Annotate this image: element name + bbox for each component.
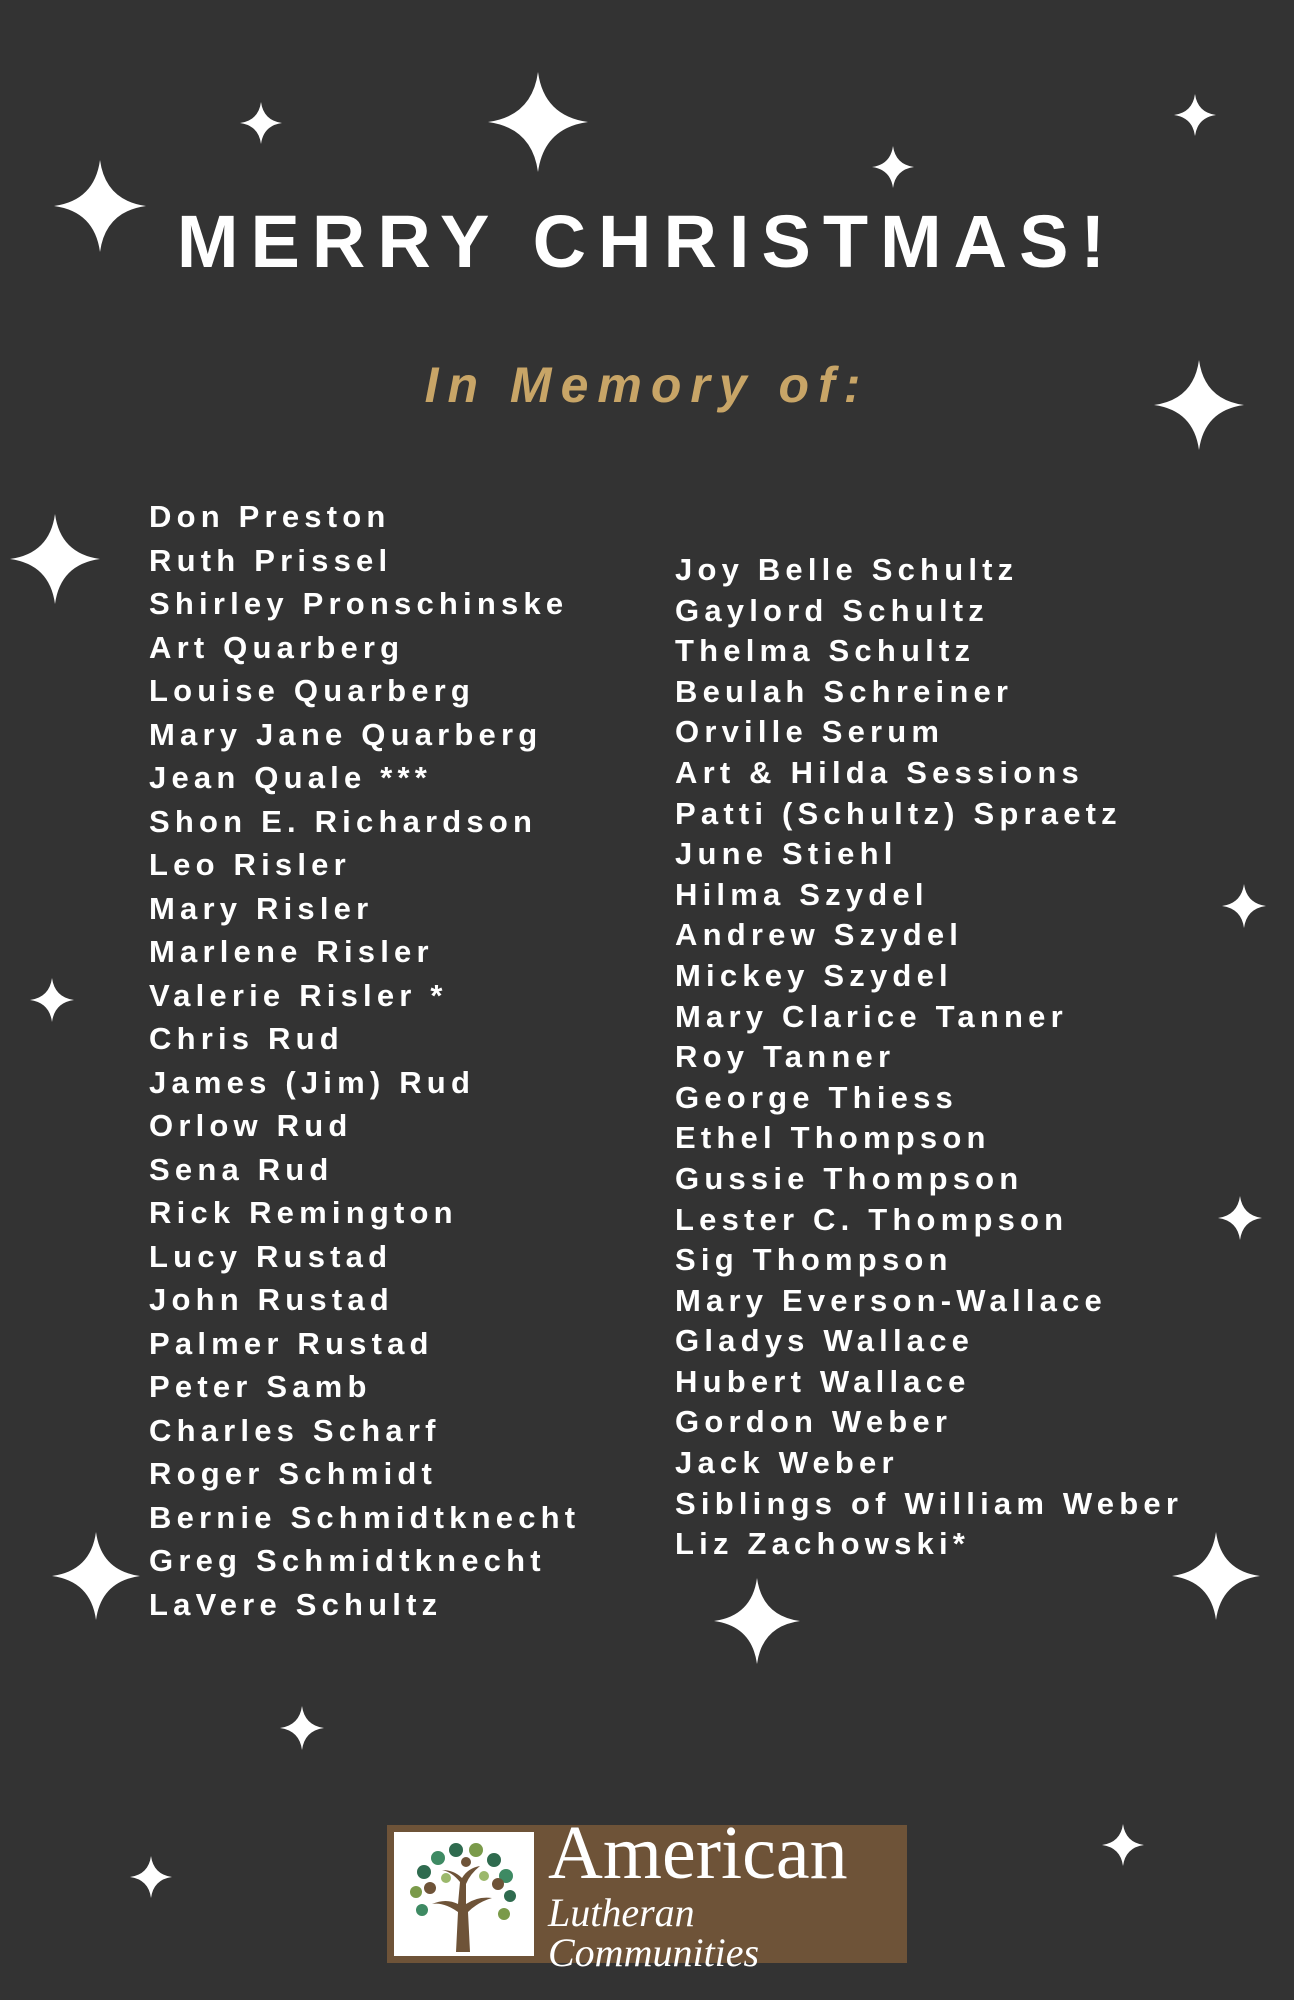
name-item: Siblings of William Weber [675, 1485, 1184, 1521]
name-item: Jack Weber [675, 1445, 899, 1481]
name-item: Palmer Rustad [149, 1325, 434, 1361]
names-list-right [675, 550, 1183, 1565]
name-item: Hubert Wallace [675, 1363, 971, 1399]
name-item: Mary Risler [149, 890, 374, 926]
name-item: Art & Hilda Sessions [675, 754, 1084, 790]
logo-name-line2: Lutheran Communities [548, 1890, 760, 1975]
tree-icon [394, 1832, 534, 1956]
name-item: Peter Samb [149, 1369, 372, 1404]
sparkle-icon [872, 146, 914, 188]
sparkle-icon [1218, 1196, 1262, 1240]
name-item: Gordon Weber [675, 1404, 953, 1440]
name-item: Louise Quarberg [149, 673, 476, 708]
sparkle-icon [1172, 1532, 1260, 1620]
sparkle-icon [240, 102, 282, 144]
name-item: Shirley Pronschinske [149, 586, 569, 621]
sparkle-icon [10, 514, 100, 604]
name-item: Roger Schmidt [149, 1456, 438, 1491]
name-item: Liz Zachowski* [675, 1526, 971, 1562]
sparkle-icon [130, 1856, 172, 1898]
name-item: Charles Scharf [149, 1412, 441, 1448]
name-item: Patti (Schultz) Spraetz [675, 795, 1122, 831]
name-item: Bernie Schmidtknecht [149, 1499, 581, 1535]
name-item: Valerie Risler * [149, 977, 448, 1013]
name-item: Thelma Schultz [675, 633, 976, 669]
name-item: Gladys Wallace [675, 1323, 975, 1359]
name-item: Joy Belle Schultz [675, 552, 1019, 587]
name-item: James (Jim) Rud [149, 1064, 476, 1100]
name-item: Mary Clarice Tanner [675, 998, 1068, 1034]
name-item: Don Preston [149, 499, 391, 534]
sparkle-icon [1102, 1824, 1144, 1866]
name-item: Ruth Prissel [149, 542, 393, 578]
name-item: Lucy Rustad [149, 1238, 393, 1274]
memorial-subtitle: In Memory of: [424, 357, 870, 413]
name-item: Lester C. Thompson [675, 1201, 1069, 1237]
name-item: Beulah Schreiner [675, 673, 1014, 709]
name-item: Gussie Thompson [675, 1160, 1024, 1196]
name-item: Leo Risler [149, 847, 351, 882]
name-item: Sig Thompson [675, 1242, 953, 1278]
sparkle-icon [280, 1706, 324, 1750]
name-item: Roy Tanner [675, 1039, 896, 1075]
name-item: Andrew Szydel [675, 917, 964, 953]
sparkle-icon [1222, 884, 1266, 928]
name-item: Mickey Szydel [675, 957, 953, 993]
name-item: Sena Rud [149, 1151, 334, 1187]
name-item: Marlene Risler [149, 934, 434, 969]
organization-logo [387, 1811, 907, 1975]
name-item: Art Quarberg [149, 629, 405, 665]
sparkle-icon [714, 1578, 800, 1664]
names-list-left [149, 495, 580, 1626]
name-item: Greg Schmidtknecht [149, 1543, 546, 1578]
name-item: June Stiehl [675, 836, 898, 872]
name-item: John Rustad [149, 1282, 394, 1317]
name-item: Rick Remington [149, 1195, 458, 1230]
name-item: Chris Rud [149, 1021, 344, 1056]
name-item: LaVere Schultz [149, 1586, 443, 1622]
sparkle-icon [1174, 94, 1216, 136]
sparkle-icon [30, 978, 74, 1022]
name-item: Gaylord Schultz [675, 592, 989, 628]
name-item: Mary Everson-Wallace [675, 1282, 1107, 1318]
page-title: MERRY CHRISTMAS! [176, 200, 1118, 283]
name-item: George Thiess [675, 1079, 958, 1115]
logo-name-line1: American [548, 1811, 848, 1895]
name-item: Jean Quale *** [149, 760, 433, 795]
name-item: Hilma Szydel [675, 876, 929, 912]
name-item: Orlow Rud [149, 1108, 353, 1143]
sparkle-icon [52, 1532, 140, 1620]
sparkle-icon [488, 72, 588, 172]
name-item: Mary Jane Quarberg [149, 716, 543, 752]
name-item: Ethel Thompson [675, 1120, 991, 1156]
name-item: Orville Serum [675, 714, 945, 750]
name-item: Shon E. Richardson [149, 803, 538, 839]
